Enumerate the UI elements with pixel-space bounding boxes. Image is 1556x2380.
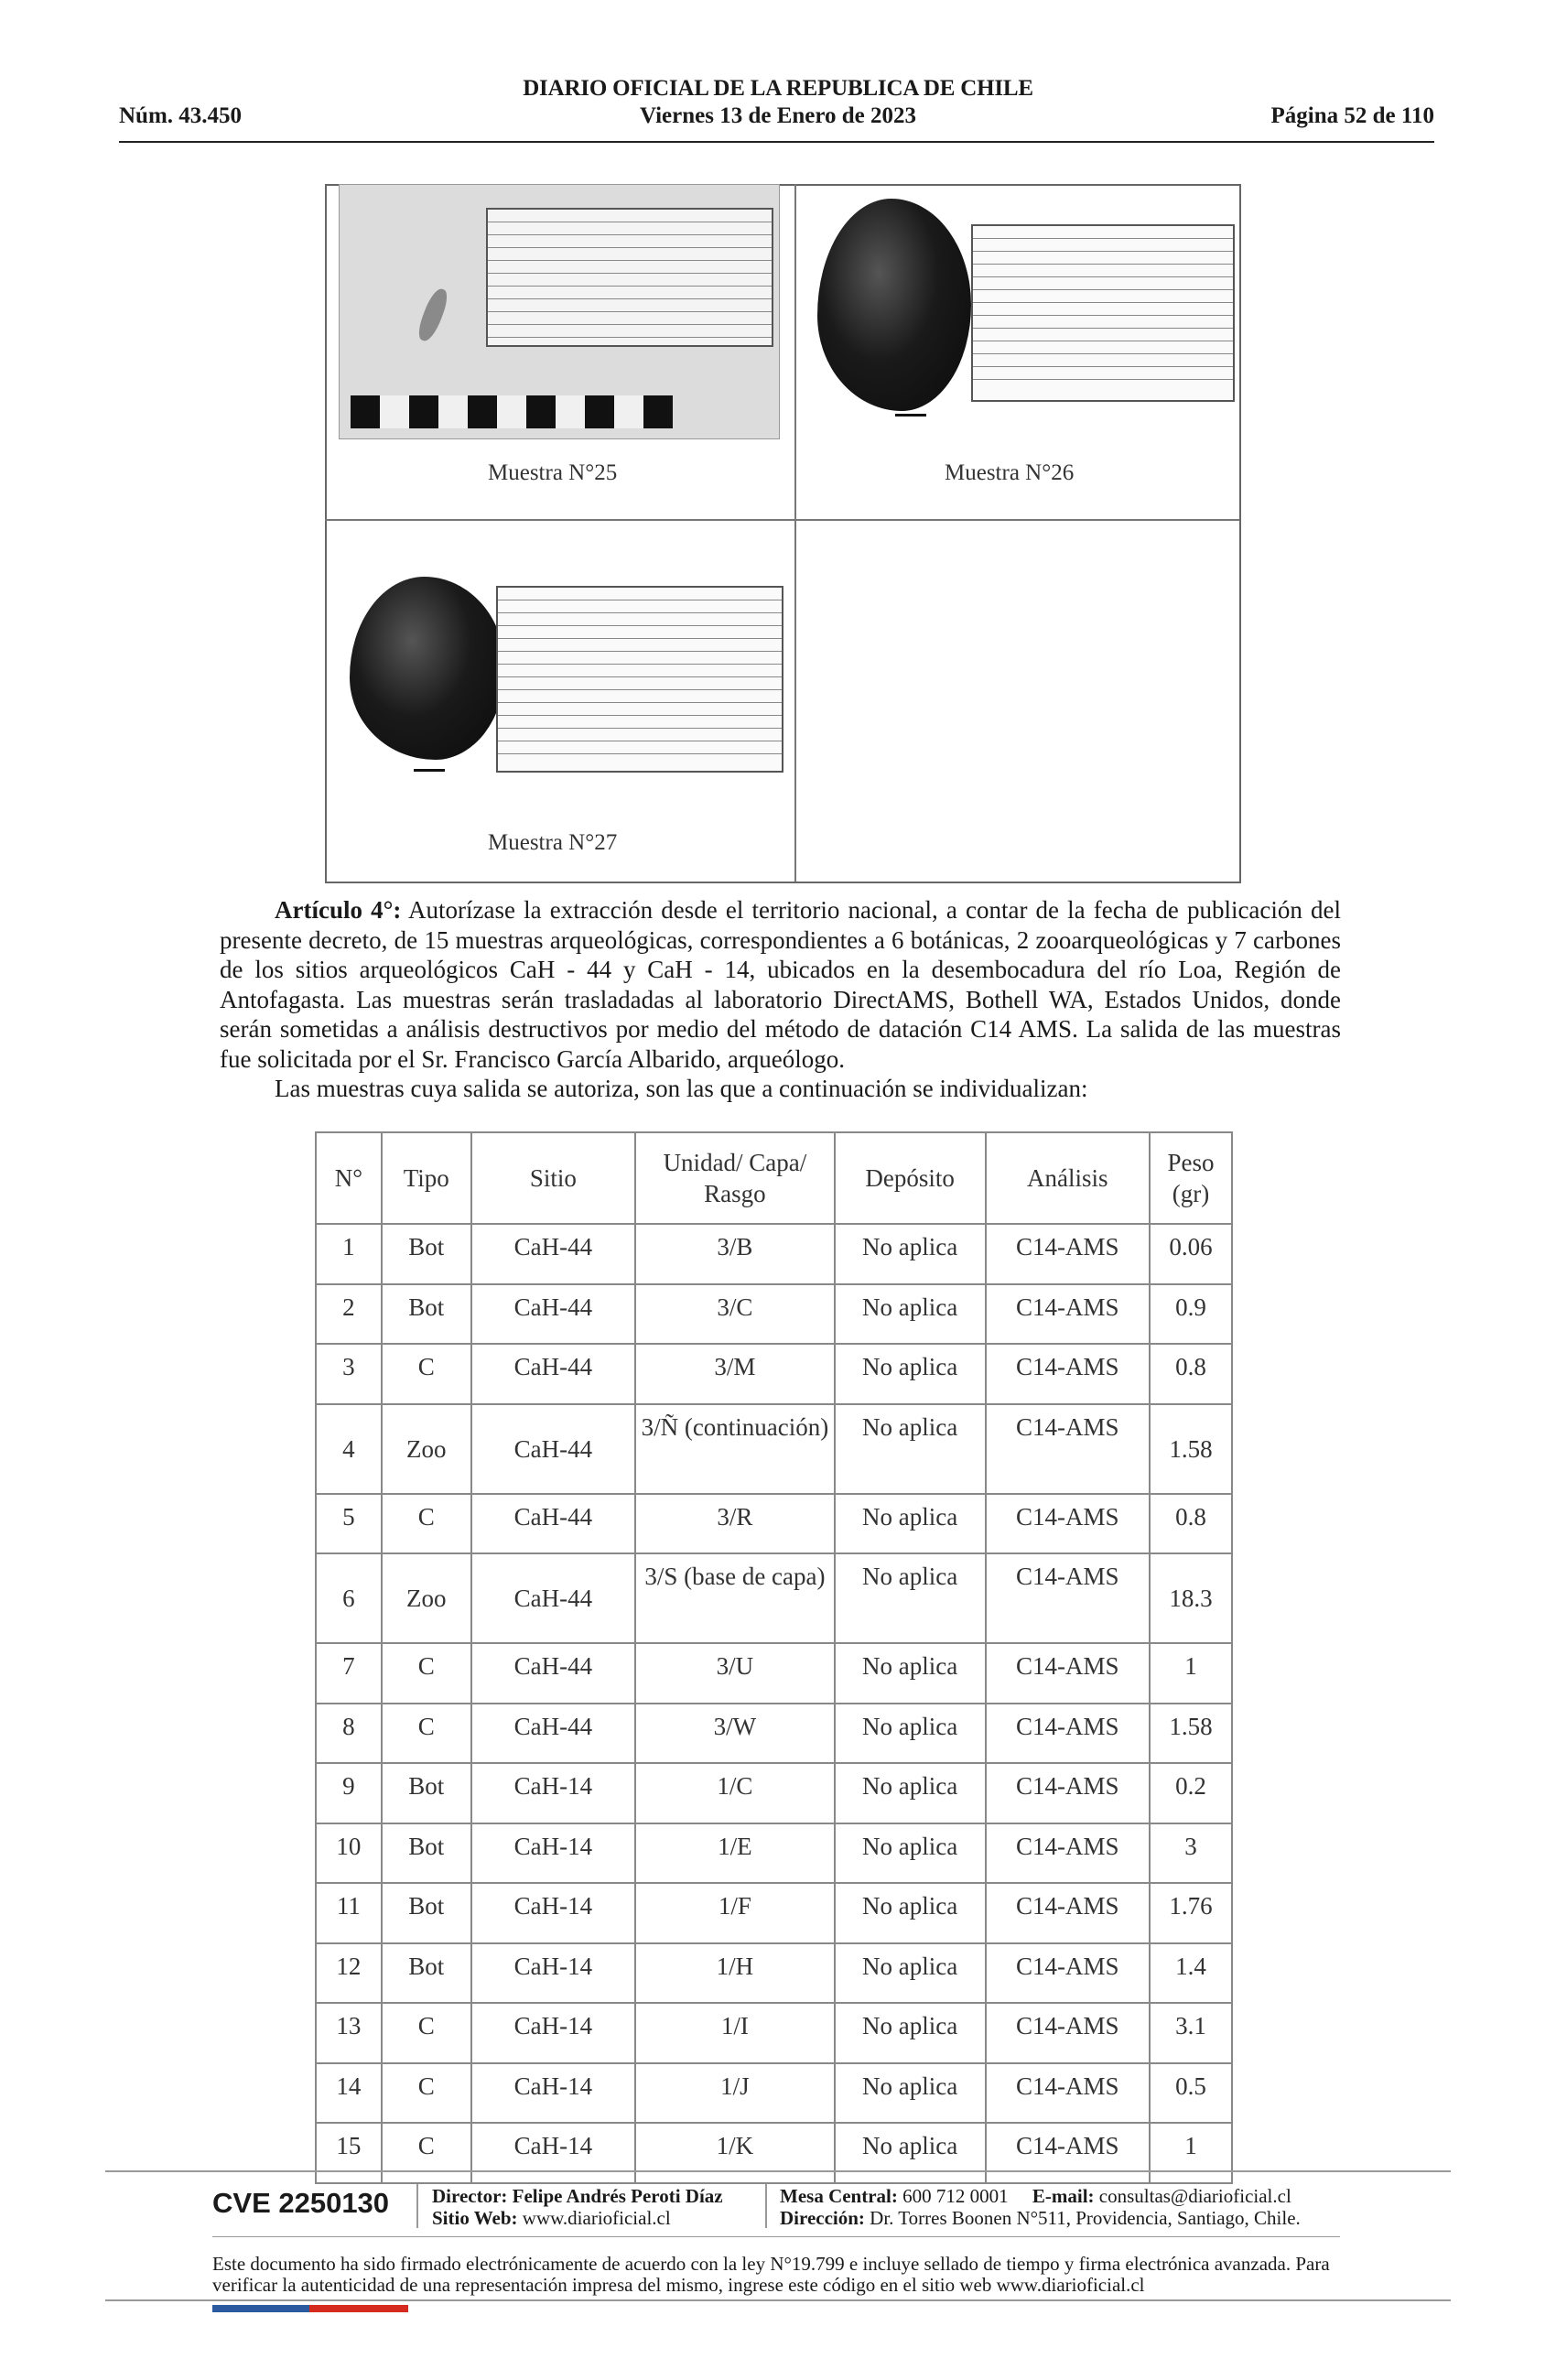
table-cell: C14-AMS <box>986 1883 1151 1943</box>
table-cell: 8 <box>316 1704 382 1764</box>
table-cell: No aplica <box>835 1494 986 1554</box>
table-cell: CaH-14 <box>471 2003 635 2063</box>
table-cell: No aplica <box>835 1224 986 1284</box>
table-row <box>316 2063 1232 2124</box>
table-row <box>316 1823 1232 1884</box>
col-header-analisis: Análisis <box>986 1132 1151 1224</box>
table-cell: 1 <box>1150 1643 1232 1704</box>
address-line <box>780 2207 1301 2229</box>
table-cell: 4 <box>316 1404 382 1494</box>
table-cell: 1/I <box>635 2003 835 2063</box>
table-cell: No aplica <box>835 1883 986 1943</box>
table-cell: Bot <box>382 1823 471 1884</box>
table-body <box>316 1224 1232 2183</box>
header-divider <box>119 141 1434 143</box>
col-header-tipo: Tipo <box>382 1132 471 1224</box>
table-cell: C14-AMS <box>986 2003 1151 2063</box>
table-cell: CaH-14 <box>471 1823 635 1884</box>
table-cell: No aplica <box>835 1763 986 1823</box>
table-cell: 14 <box>316 2063 382 2124</box>
table-cell: Bot <box>382 1943 471 2004</box>
table-cell: Bot <box>382 1763 471 1823</box>
issue-date: Viernes 13 de Enero de 2023 <box>639 103 917 128</box>
table-cell: C14-AMS <box>986 1643 1151 1704</box>
table-cell: CaH-44 <box>471 1344 635 1404</box>
email-label: E-mail: <box>1032 2185 1095 2207</box>
table-cell: 1 <box>1150 2123 1232 2183</box>
table-cell: C14-AMS <box>986 1344 1151 1404</box>
flag-stripe-red <box>309 2305 408 2312</box>
table-cell: CaH-44 <box>471 1404 635 1494</box>
table-row <box>316 1344 1232 1404</box>
table-cell: No aplica <box>835 1823 986 1884</box>
table-cell: 0.8 <box>1150 1344 1232 1404</box>
contact-line <box>780 2185 1301 2207</box>
table-cell: 1/C <box>635 1763 835 1823</box>
table-cell: CaH-44 <box>471 1494 635 1554</box>
table-cell: C <box>382 1494 471 1554</box>
table-cell: 3/R <box>635 1494 835 1554</box>
caption-muestra-27: Muestra N°27 <box>488 830 618 855</box>
sample-fragment <box>415 286 450 343</box>
table-cell: Zoo <box>382 1404 471 1494</box>
table-cell: 5 <box>316 1494 382 1554</box>
scale-bar <box>351 395 673 428</box>
table-row <box>316 2123 1232 2183</box>
footer-divider <box>105 2170 1451 2172</box>
col-header-deposito: Depósito <box>835 1132 986 1224</box>
website-line <box>432 2207 723 2229</box>
table-row <box>316 1494 1232 1554</box>
table-cell: C14-AMS <box>986 1704 1151 1764</box>
table-cell: 1/H <box>635 1943 835 2004</box>
phone-number: 600 712 0001 <box>902 2185 1009 2207</box>
director-line <box>432 2185 723 2207</box>
flag-stripe-blue <box>212 2305 309 2312</box>
director-name: Felipe Andrés Peroti Díaz <box>512 2185 723 2207</box>
footer-separator <box>765 2184 767 2228</box>
table-cell: C <box>382 2003 471 2063</box>
table-cell: CaH-44 <box>471 1224 635 1284</box>
samples-table <box>315 1131 1233 2184</box>
table-row <box>316 1643 1232 1704</box>
table-cell: CaH-44 <box>471 1643 635 1704</box>
table-cell: C <box>382 1643 471 1704</box>
address-label: Dirección: <box>780 2207 865 2229</box>
sample-photo-26 <box>804 188 1234 435</box>
obsidian-sample <box>817 199 971 411</box>
table-cell: 1/E <box>635 1823 835 1884</box>
table-cell: No aplica <box>835 1404 986 1494</box>
table-cell: No aplica <box>835 2123 986 2183</box>
table-cell: 3/W <box>635 1704 835 1764</box>
table-cell: No aplica <box>835 1943 986 2004</box>
table-cell: No aplica <box>835 1284 986 1345</box>
signature-note: Este documento ha sido firmado electrónicamente de acuerdo con la ley N°19.799 e incluye sellado de tiempo y firma electrónica avanzada. Para verificar la autenticidad de una representación impresa del mismo, ingrese este código en el sitio web www.diarioficial.cl <box>212 2253 1330 2296</box>
col-header-unidad: Unidad/ Capa/ Rasgo <box>635 1132 835 1224</box>
table-cell: CaH-14 <box>471 2063 635 2124</box>
table-cell: 0.9 <box>1150 1284 1232 1345</box>
table-cell: C14-AMS <box>986 2123 1151 2183</box>
table-cell: C <box>382 2123 471 2183</box>
table-cell: C14-AMS <box>986 1553 1151 1643</box>
footer-divider-thin <box>212 2236 1340 2237</box>
table-cell: 2 <box>316 1284 382 1345</box>
table-cell: 0.2 <box>1150 1763 1232 1823</box>
table-cell: CaH-14 <box>471 1883 635 1943</box>
table-cell: C14-AMS <box>986 1763 1151 1823</box>
page-indicator: Página 52 de 110 <box>1270 103 1434 128</box>
website-link[interactable]: www.diarioficial.cl <box>522 2207 671 2229</box>
table-cell: 11 <box>316 1883 382 1943</box>
table-cell: No aplica <box>835 1344 986 1404</box>
table-cell: C <box>382 1704 471 1764</box>
table-cell: 1.4 <box>1150 1943 1232 2004</box>
table-cell: No aplica <box>835 1553 986 1643</box>
caption-muestra-26: Muestra N°26 <box>945 460 1075 485</box>
table-cell: C14-AMS <box>986 1404 1151 1494</box>
table-cell: Bot <box>382 1224 471 1284</box>
table-row <box>316 1224 1232 1284</box>
table-cell: CaH-44 <box>471 1553 635 1643</box>
table-cell: 3/U <box>635 1643 835 1704</box>
article-4 <box>220 895 1341 1104</box>
sample-label-card <box>496 586 783 773</box>
table-cell: CaH-14 <box>471 2123 635 2183</box>
table-cell: 0.8 <box>1150 1494 1232 1554</box>
table-cell: 3/M <box>635 1344 835 1404</box>
table-cell: CaH-44 <box>471 1704 635 1764</box>
table-row <box>316 1763 1232 1823</box>
table-cell: CaH-14 <box>471 1763 635 1823</box>
table-cell: 1/K <box>635 2123 835 2183</box>
table-cell: 15 <box>316 2123 382 2183</box>
table-cell: C14-AMS <box>986 1823 1151 1884</box>
newspaper-title: DIARIO OFICIAL DE LA REPUBLICA DE CHILE <box>523 76 1033 101</box>
scale-mark <box>414 769 445 772</box>
table-cell: 18.3 <box>1150 1553 1232 1643</box>
table-row <box>316 1404 1232 1494</box>
table-cell: 9 <box>316 1763 382 1823</box>
scale-mark <box>895 414 926 416</box>
footer-director-block <box>432 2185 723 2229</box>
table-cell: 6 <box>316 1553 382 1643</box>
col-header-peso: Peso (gr) <box>1150 1132 1232 1224</box>
director-label: Director: <box>432 2185 508 2207</box>
sample-photo-25 <box>339 184 780 439</box>
table-cell: CaH-14 <box>471 1943 635 2004</box>
table-cell: 3/B <box>635 1224 835 1284</box>
table-cell: Bot <box>382 1284 471 1345</box>
table-cell: 3.1 <box>1150 2003 1232 2063</box>
table-row <box>316 1943 1232 2004</box>
table-cell: 0.06 <box>1150 1224 1232 1284</box>
caption-muestra-25: Muestra N°25 <box>488 460 618 485</box>
table-cell: 3/S (base de capa) <box>635 1553 835 1643</box>
table-row <box>316 1883 1232 1943</box>
article-heading: Artículo 4°: <box>275 896 402 924</box>
table-cell: 12 <box>316 1943 382 2004</box>
article-paragraph <box>220 895 1341 1074</box>
grid-divider-horizontal <box>325 519 1239 521</box>
grid-divider-vertical <box>794 184 796 882</box>
table-cell: 13 <box>316 2003 382 2063</box>
masthead <box>430 76 1126 129</box>
table-cell: No aplica <box>835 2063 986 2124</box>
table-cell: 3 <box>1150 1823 1232 1884</box>
website-label: Sitio Web: <box>432 2207 518 2229</box>
table-cell: 7 <box>316 1643 382 1704</box>
table-cell: Bot <box>382 1883 471 1943</box>
table-cell: Zoo <box>382 1553 471 1643</box>
issue-number: Núm. 43.450 <box>119 103 243 128</box>
article-body: Autorízase la extracción desde el territorio nacional, a contar de la fecha de publicación del presente decreto, de 15 muestras arqueológicas, correspondientes a 6 botánicas, 2 zooarqueológicas y 7 carbones de los sitios arqueológicos CaH - 44 y CaH - 14, ubicados en la desembocadura del río Loa, Región de Antofagasta. Las muestras serán trasladadas al laboratorio DirectAMS, Bothell WA, Estados Unidos, donde serán sometidas a análisis destructivos por medio del método de datación C14 AMS. La salida de las muestras fue solicitada por el Sr. Francisco García Albarido, arqueólogo. <box>220 896 1342 1073</box>
table-row <box>316 1284 1232 1345</box>
table-cell: 1 <box>316 1224 382 1284</box>
footer-bottom-divider <box>105 2299 1451 2301</box>
table-cell: 3 <box>316 1344 382 1404</box>
email-link[interactable]: consultas@diarioficial.cl <box>1098 2185 1291 2207</box>
table-cell: No aplica <box>835 2003 986 2063</box>
table-cell: C14-AMS <box>986 1284 1151 1345</box>
col-header-sitio: Sitio <box>471 1132 635 1224</box>
col-header-numero: N° <box>316 1132 382 1224</box>
table-cell: 3/C <box>635 1284 835 1345</box>
table-cell: 3/Ñ (continuación) <box>635 1404 835 1494</box>
address-text: Dr. Torres Boonen N°511, Providencia, Santiago, Chile. <box>870 2207 1301 2229</box>
table-cell: No aplica <box>835 1704 986 1764</box>
table-cell: C <box>382 1344 471 1404</box>
table-cell: C <box>382 2063 471 2124</box>
table-row <box>316 1553 1232 1643</box>
obsidian-sample <box>350 577 505 760</box>
phone-label: Mesa Central: <box>780 2185 898 2207</box>
footer-separator <box>416 2184 418 2228</box>
table-cell: C14-AMS <box>986 1943 1151 2004</box>
table-cell: 1/J <box>635 2063 835 2124</box>
table-cell: 0.5 <box>1150 2063 1232 2124</box>
sample-label-card <box>971 224 1235 402</box>
table-row <box>316 2003 1232 2063</box>
cve-code: CVE 2250130 <box>212 2187 390 2219</box>
table-intro: Las muestras cuya salida se autoriza, son las que a continuación se individualizan: <box>275 1075 1088 1102</box>
table-cell: C14-AMS <box>986 2063 1151 2124</box>
table-cell: 1.58 <box>1150 1704 1232 1764</box>
table-cell: CaH-44 <box>471 1284 635 1345</box>
table-cell: 1.76 <box>1150 1883 1232 1943</box>
table-cell: C14-AMS <box>986 1224 1151 1284</box>
table-cell: 10 <box>316 1823 382 1884</box>
table-cell: 1/F <box>635 1883 835 1943</box>
sample-label-card <box>486 208 773 347</box>
table-cell: C14-AMS <box>986 1494 1151 1554</box>
table-cell: 1.58 <box>1150 1404 1232 1494</box>
table-row <box>316 1704 1232 1764</box>
sample-photo-27 <box>340 568 789 787</box>
table-header-row <box>316 1132 1232 1224</box>
footer-contact-block <box>780 2185 1301 2229</box>
table-cell: No aplica <box>835 1643 986 1704</box>
